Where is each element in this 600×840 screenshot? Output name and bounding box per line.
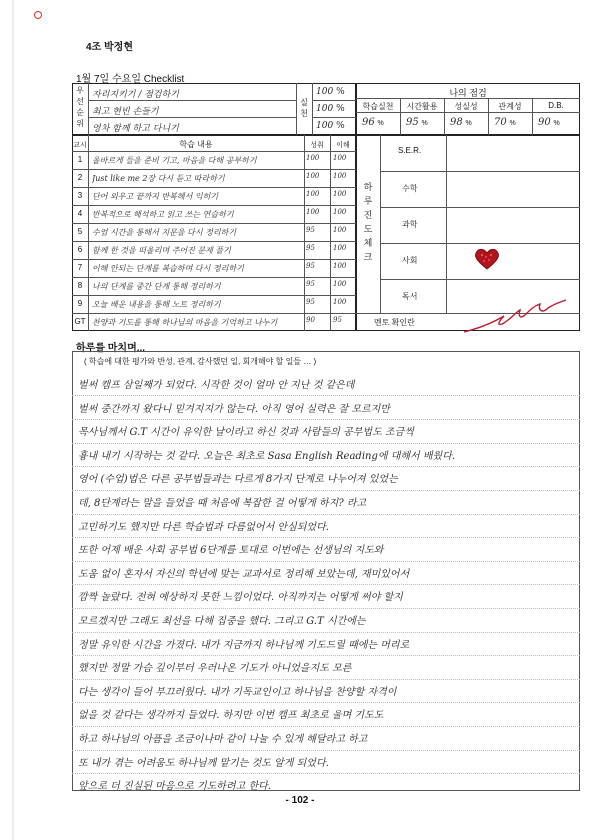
- study-row-period: 1: [77, 155, 83, 164]
- my-check-value-relationship: 70 %: [494, 117, 516, 128]
- subject-ser: S.E.R.: [398, 146, 422, 155]
- priority-pct-1: 100 %: [316, 87, 345, 97]
- study-row-achievement: 100: [306, 154, 320, 162]
- study-row-achievement: 100: [306, 190, 320, 198]
- study-row-content: 반복적으로 해석하고 읽고 쓰는 연습하기: [92, 210, 234, 219]
- study-row-period: GT: [74, 317, 86, 326]
- my-check-header-time: 시간활용: [406, 102, 438, 111]
- study-row-content: 찬양과 기도를 통해 하나님의 마음을 기억하고 나누기: [92, 318, 278, 327]
- study-row-content: 단어 외우고 끝까지 반복해서 익히기: [92, 192, 219, 201]
- execution-label: 실 천: [300, 98, 308, 118]
- page-number: - 102 -: [285, 795, 315, 806]
- study-row-understanding: 100: [333, 244, 347, 252]
- priority-label: 우 선 순 위: [76, 86, 84, 128]
- study-row-period: 5: [77, 227, 83, 236]
- study-row-understanding: 95: [333, 316, 342, 324]
- study-row-content: 이해 안되는 단계를 복습하며 다시 정리하기: [92, 264, 244, 273]
- reflection-handwritten-text: 벌써 캠프 삼일째가 되었다. 시작한 것이 얼마 안 지난 것 같은데 벌써 중간까지 왔다니 믿겨지지가 않는다. 아직 영어 실력은 잘 모르지만 목사님께서 G.T 시간이 유익한 날이라고 하신 것과 사람들의 공부법도 조금씩 흉내 내기 시작하는 것 같다. 오늘은 최초로 Sasa English Reading에 대해서 배웠다. 영어 (수업)법은 다른 공부법들과는 다르게 8가지 단계로 나누어져 있었는 데, 8단계라는 말을 들었을 때 처음에 복잡한 걸 어떻게 하지? 라고 고민하기도 했지만 다른 학습법과 다름없어서 안심되었다. 또한 어제 배운 사회 공부법 6단계를 토대로 이번에는 선생님의 지도와 도움 없이 혼자서 자신의 학년에 맞는 교과서로 정리해 보았는데, 재미있어서 깜짝 놀랐다. 전혀 예상하지 못한 느낌이었다. 아직까지는 어떻게 써야 할지 모르겠지만 그래도 최선을 다해 집중을 했다. 그리고 G.T 시간에는 정말 유익한 시간을 가졌다. 내가 지금까지 하나님께 기도드릴 때에는 머리로 했지만 정말 가슴 깊이부터 우러나온 기도가 아니었을지도 모른 다는 생각이 들어 부끄러웠다. 내가 기독교인이고 하나님을 찬양할 자격이 없을 것 같다는 생각까지 들었다. 하지만 이번 캠프 최초로 울며 기도도 하고 하나님의 아픔을 조금이나마 같이 나눌 수 있게 해달라고 하고 또 내가 겪는 어려움도 하나님께 맡기는 것도 알게 되었다. 앞으로 더 진실된 마음으로 기도하려고 한다.: [78, 380, 456, 793]
- study-row-period: 2: [77, 173, 83, 182]
- my-check-value-db: 90 %: [538, 117, 560, 128]
- study-row-achievement: 100: [306, 172, 320, 180]
- study-row-understanding: 100: [333, 208, 347, 216]
- study-row-period: 9: [77, 299, 83, 308]
- subject-math: 수학: [402, 184, 418, 193]
- my-check-value-time: 95 %: [406, 117, 428, 128]
- study-row-understanding: 100: [333, 262, 347, 270]
- subject-social: 사회: [402, 256, 418, 265]
- study-row-content: 함께 한 것을 떠올리며 주어진 문제 풀기: [92, 246, 231, 255]
- study-row-achievement: 95: [306, 280, 315, 288]
- my-check-header-study: 학습실천: [362, 102, 394, 111]
- binding-hole-icon: [34, 11, 42, 19]
- study-row-achievement: 95: [306, 244, 315, 252]
- study-row-achievement: 95: [306, 226, 315, 234]
- my-check-header-relationship: 관계성: [498, 102, 522, 111]
- study-header-understanding: 이해: [336, 142, 350, 149]
- study-row-period: 6: [77, 245, 83, 254]
- priority-item-2: 최고 현빈 손들기: [92, 107, 159, 117]
- my-check-header-sincerity: 성실성: [454, 102, 478, 111]
- study-row-content: 나의 단계를 중간 단계 통해 정리하기: [92, 282, 221, 291]
- study-row-content: 오늘 배운 내용을 통해 노트 정리하기: [92, 300, 221, 309]
- binding-margin: [12, 0, 14, 840]
- priority-item-1: 자리지키기 / 점검하기: [92, 90, 180, 100]
- daily-check-side-label: 하 루 진 도 체 크: [363, 182, 373, 262]
- study-row-understanding: 100: [333, 154, 347, 162]
- mentor-label: 멘토 확인란: [374, 318, 415, 327]
- study-row-period: 3: [77, 191, 83, 200]
- study-header-content: 학습 내용: [179, 140, 213, 149]
- study-row-content: 수업 시간을 통해서 지문을 다시 정리하기: [92, 228, 237, 237]
- mentor-signature: [460, 298, 580, 338]
- heart-sticker-icon: [474, 247, 500, 271]
- study-row-achievement: 90: [306, 316, 315, 324]
- my-check-value-sincerity: 98 %: [450, 117, 472, 128]
- subject-science: 과학: [402, 220, 418, 229]
- study-row-understanding: 100: [333, 190, 347, 198]
- study-row-content: 올바르게 들을 준비 기고, 마음을 다해 공부하기: [92, 156, 257, 165]
- study-row-period: 7: [77, 263, 83, 272]
- reflection-prompt: ( 학습에 대한 평가와 반성, 관계, 감사했던 일, 회개해야 할 일들 … ): [84, 357, 317, 366]
- study-row-content: Just like me 2장 다시 듣고 따라하기: [92, 174, 225, 183]
- priority-item-3: 영차 함께 하고 다니기: [92, 124, 179, 134]
- study-row-period: 8: [77, 281, 83, 290]
- checklist-date-title: 1월 7일 수요일 Checklist: [76, 74, 185, 85]
- study-row-achievement: 95: [306, 298, 315, 306]
- study-row-period: 4: [77, 209, 83, 218]
- study-row-understanding: 100: [333, 298, 347, 306]
- priority-pct-2: 100 %: [316, 104, 345, 114]
- study-header-achievement: 성취: [310, 142, 324, 149]
- group-student-name: 4조 박정현: [86, 42, 133, 53]
- study-row-understanding: 100: [333, 280, 347, 288]
- study-row-understanding: 100: [333, 226, 347, 234]
- reflection-title: 하루를 마치며...: [76, 343, 146, 354]
- study-row-achievement: 100: [306, 208, 320, 216]
- study-header-period: 교시: [73, 142, 87, 149]
- my-check-header-db: D.B.: [548, 101, 564, 110]
- my-check-title: 나의 점검: [449, 88, 487, 98]
- study-row-understanding: 100: [333, 172, 347, 180]
- study-row-achievement: 95: [306, 262, 315, 270]
- my-check-value-study: 96 %: [362, 117, 384, 128]
- subject-reading: 독서: [402, 292, 418, 301]
- priority-pct-3: 100 %: [316, 121, 345, 131]
